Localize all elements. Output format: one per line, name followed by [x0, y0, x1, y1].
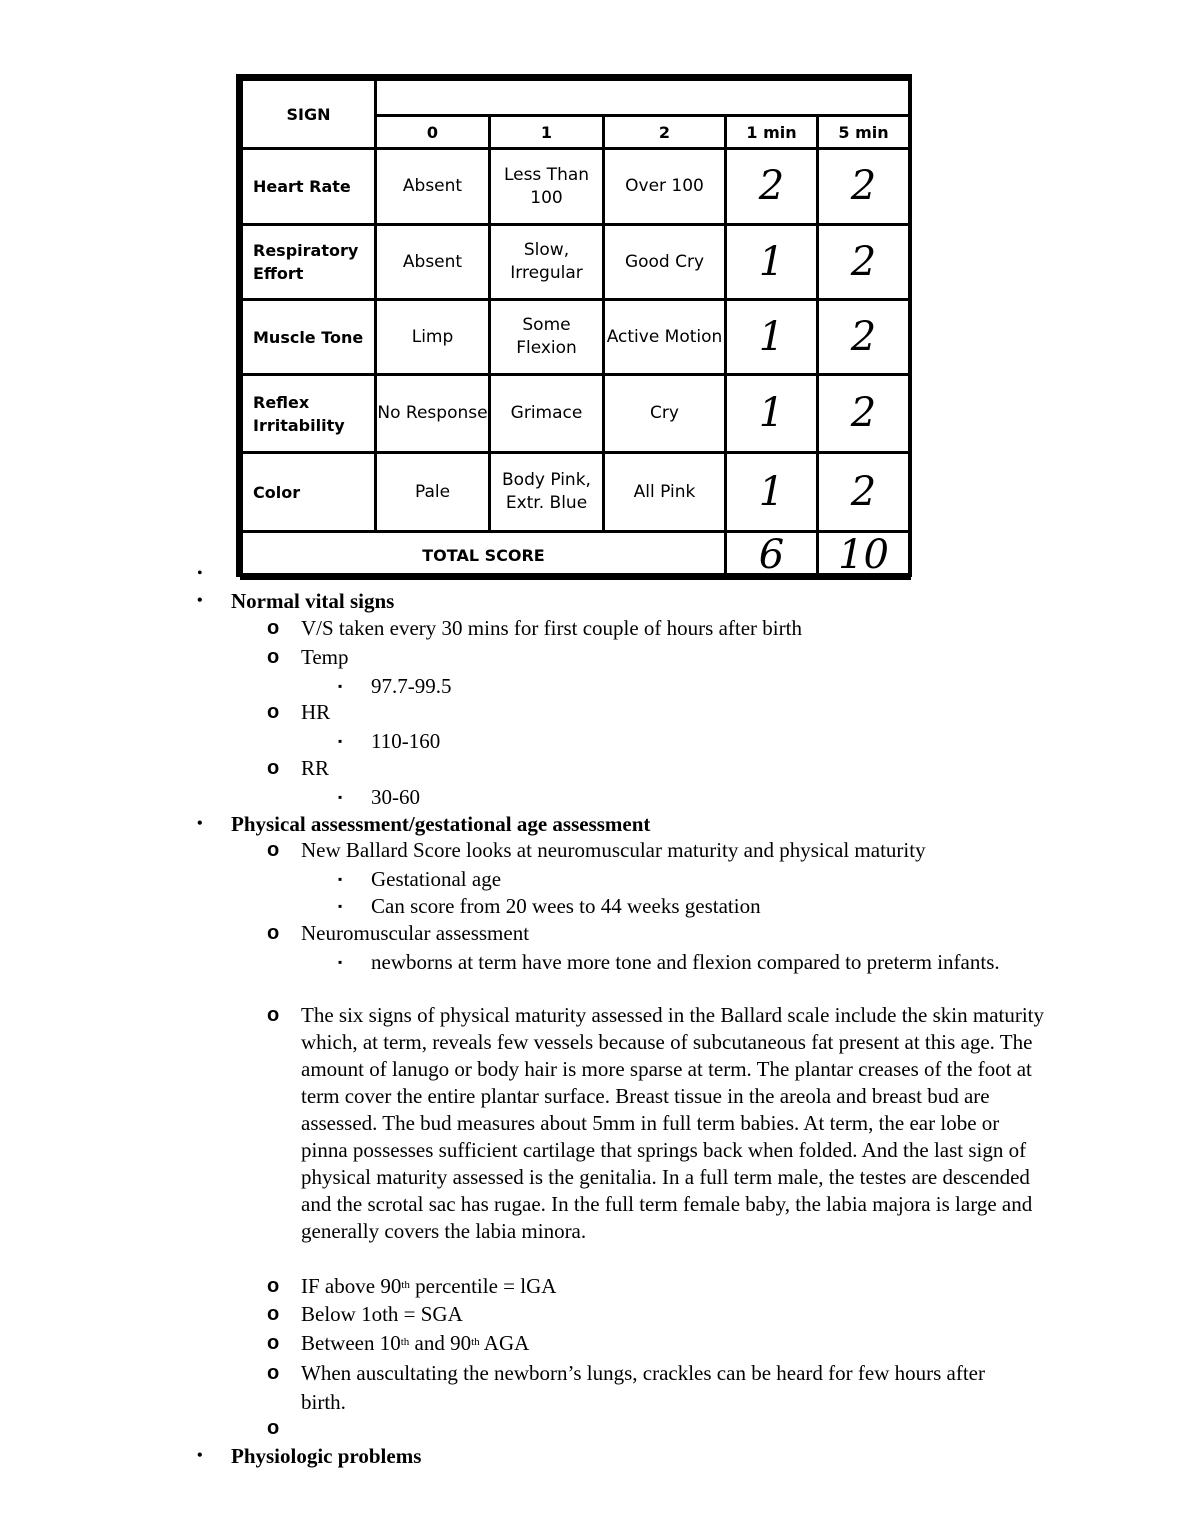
row-sign: Respiratory Effort — [242, 225, 376, 300]
list-item — [267, 1301, 1046, 1327]
cell-5-min: 2 — [818, 149, 910, 225]
header-1-min: 1 min — [726, 116, 818, 149]
list-text: newborns at term have more tone and flexion compared to preterm infants. — [371, 950, 1000, 974]
list-text: When auscultating the newborn’s lungs, crackles can be heard for few hours after birth. — [301, 1361, 985, 1414]
cell-score-2: All Pink — [604, 453, 726, 532]
cell-score-0: Absent — [376, 149, 490, 225]
list-text: 97.7-99.5 — [371, 674, 452, 698]
cell-score-2: Over 100 — [604, 149, 726, 225]
cell-score-0: Absent — [376, 225, 490, 300]
list-text: Below 1oth = SGA — [301, 1302, 463, 1326]
bullet: o — [267, 1362, 280, 1384]
bullet: ▪ — [338, 872, 343, 886]
list-item — [338, 784, 1051, 810]
bullet: o — [267, 922, 280, 944]
bullet: • — [197, 565, 203, 582]
header-score-2: 2 — [604, 116, 726, 149]
cell-score-2: Active Motion — [604, 300, 726, 375]
bullet: ▪ — [338, 955, 343, 969]
bullet: ▪ — [338, 899, 343, 913]
section-title-vitals: Normal vital signs — [231, 589, 395, 613]
list-item — [267, 615, 1046, 641]
list-item — [267, 699, 1046, 725]
list-item — [338, 893, 1051, 919]
cell-score-0: No Response — [376, 375, 490, 453]
list-item — [338, 949, 1011, 975]
bullet: ▪ — [338, 679, 343, 693]
cell-score-1: Slow, Irregular — [490, 225, 604, 300]
header-score-1: 1 — [490, 116, 604, 149]
cell-1-min: 1 — [726, 375, 818, 453]
apgar-score-table — [236, 74, 912, 577]
table-row — [242, 375, 910, 453]
cell-score-2: Good Cry — [604, 225, 726, 300]
list-text: Neuromuscular assessment — [301, 921, 530, 945]
total-1-min: 6 — [726, 532, 818, 579]
header-sign: SIGN — [242, 80, 376, 149]
row-sign: Reflex Irritability — [242, 375, 376, 453]
header-blank — [376, 80, 910, 116]
superscript: th — [471, 1336, 480, 1348]
list-text: Temp — [301, 645, 349, 669]
section-title-assessment: Physical assessment/gestational age assessment — [231, 812, 651, 836]
list-item — [267, 920, 1046, 946]
cell-5-min: 2 — [818, 375, 910, 453]
list-text: 110-160 — [371, 729, 441, 753]
bullet: ▪ — [338, 734, 343, 748]
cell-score-1: Body Pink, Extr. Blue — [490, 453, 604, 532]
cell-score-1: Less Than 100 — [490, 149, 604, 225]
bullet: o — [267, 1332, 280, 1354]
bullet: o — [267, 701, 280, 723]
list-item — [197, 588, 395, 614]
superscript: th — [401, 1279, 410, 1291]
list-text: and 90 — [409, 1331, 472, 1355]
row-sign: Muscle Tone — [242, 300, 376, 375]
list-item — [267, 837, 1046, 863]
list-item — [267, 1002, 1046, 1245]
cell-score-2: Cry — [604, 375, 726, 453]
list-text: Gestational age — [371, 867, 502, 891]
list-text: AGA — [479, 1331, 530, 1355]
table-row — [242, 300, 910, 375]
cell-score-1: Grimace — [490, 375, 604, 453]
cell-1-min: 1 — [726, 225, 818, 300]
list-item — [267, 755, 1046, 781]
total-score-label: TOTAL SCORE — [242, 532, 726, 579]
bullet: ▪ — [338, 790, 343, 804]
superscript: th — [400, 1336, 410, 1348]
header-5-min: 5 min — [818, 116, 910, 149]
table-row — [242, 453, 910, 532]
list-item — [197, 811, 651, 837]
table-row — [242, 225, 910, 300]
list-item — [338, 728, 1051, 754]
list-text: New Ballard Score looks at neuromuscular maturity and physical maturity — [301, 838, 926, 862]
total-5-min: 10 — [818, 532, 910, 579]
bullet: o — [267, 1303, 280, 1325]
list-text: IF above 90 — [301, 1274, 402, 1298]
list-item — [267, 1273, 1046, 1299]
list-text: The six signs of physical maturity assessed in the Ballard scale include the skin maturity which, at term, reveals few vessels because of subcutaneous fat present at this age. The amount of lanugo or body hair is more sparse at term. The plantar creases of the foot at term cover the entire plantar surface. Breast tissue in the areola and breast bud are assessed. The bud measures about 5mm in full term babies. At term, the ear lobe or pinna possesses sufficient cartilage that springs back when folded. And the last sign of physical maturity assessed is the genitalia. In a full term male, the testes are descended and the scrotal sac has rugae. In the full term female baby, the labia majora is large and generally covers the labia minora. — [301, 1003, 1045, 1243]
section-title-physiologic: Physiologic problems — [231, 1444, 422, 1468]
cell-5-min: 2 — [818, 453, 910, 532]
list-text: Between 10 — [301, 1331, 401, 1355]
list-item — [197, 1443, 422, 1469]
list-text: V/S taken every 30 mins for first couple of hours after birth — [301, 616, 802, 640]
list-text: 30-60 — [371, 785, 420, 809]
list-text: RR — [301, 756, 330, 780]
bullet: • — [197, 592, 203, 609]
list-text: percentile = lGA — [409, 1274, 557, 1298]
cell-5-min: 2 — [818, 300, 910, 375]
list-item — [267, 1330, 1046, 1356]
table-row — [242, 532, 910, 579]
bullet: o — [267, 1417, 280, 1439]
cell-score-1: Some Flexion — [490, 300, 604, 375]
list-text: Can score from 20 wees to 44 weeks gestation — [371, 894, 761, 918]
cell-1-min: 2 — [726, 149, 818, 225]
bullet: • — [197, 815, 203, 832]
bullet: o — [267, 1275, 280, 1297]
header-score-0: 0 — [376, 116, 490, 149]
list-text: HR — [301, 700, 331, 724]
list-item — [338, 673, 1051, 699]
cell-5-min: 2 — [818, 225, 910, 300]
bullet: • — [197, 1447, 203, 1464]
row-sign: Color — [242, 453, 376, 532]
cell-1-min: 1 — [726, 300, 818, 375]
list-item — [338, 866, 1051, 892]
row-sign: Heart Rate — [242, 149, 376, 225]
bullet: o — [267, 839, 280, 861]
cell-score-0: Pale — [376, 453, 490, 532]
cell-score-0: Limp — [376, 300, 490, 375]
cell-1-min: 1 — [726, 453, 818, 532]
list-item — [267, 644, 1046, 670]
bullet: o — [267, 757, 280, 779]
table-row — [242, 149, 910, 225]
bullet: o — [267, 646, 280, 668]
bullet: o — [267, 1004, 280, 1026]
list-item — [267, 1359, 1021, 1417]
bullet: o — [267, 617, 280, 639]
